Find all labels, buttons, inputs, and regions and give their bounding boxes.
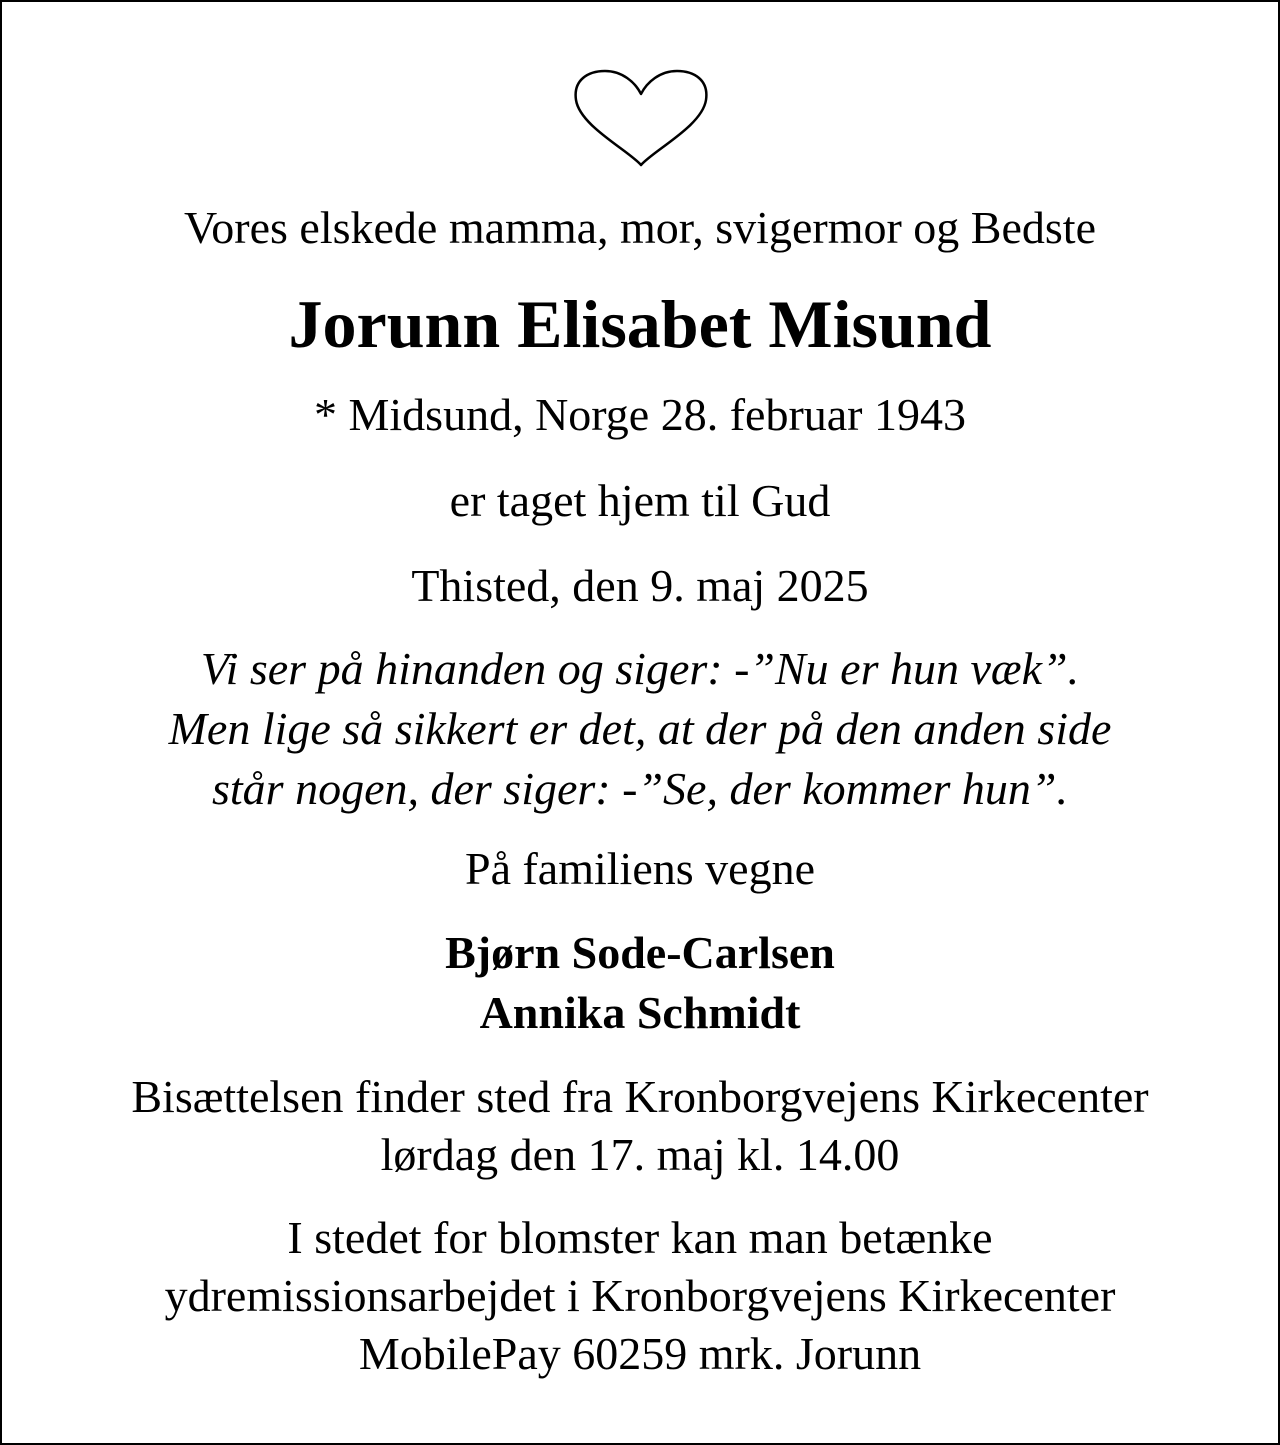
place-date: Thisted, den 9. maj 2025 bbox=[411, 560, 869, 611]
verse-line: Vi ser på hinanden og siger: -”Nu er hun væk”. bbox=[200, 643, 1080, 694]
signer-name: Annika Schmidt bbox=[479, 987, 801, 1038]
funeral-info: lørdag den 17. maj kl. 14.00 bbox=[380, 1129, 900, 1180]
deceased-name: Jorunn Elisabet Misund bbox=[288, 286, 992, 362]
funeral-info: Bisættelsen finder sted fra Kronborgvejens Kirkecenter bbox=[131, 1071, 1149, 1122]
heart-icon bbox=[572, 68, 710, 168]
signer-name: Bjørn Sode-Carlsen bbox=[445, 927, 835, 978]
passed-text: er taget hjem til Gud bbox=[449, 475, 831, 526]
birth-info: * Midsund, Norge 28. februar 1943 bbox=[314, 389, 966, 440]
donation-info: ydremissionsarbejdet i Kronborgvejens Kirkecenter bbox=[164, 1270, 1116, 1321]
on-behalf-text: På familiens vegne bbox=[464, 843, 815, 894]
intro-text: Vores elskede mamma, mor, svigermor og Bedste bbox=[183, 202, 1096, 253]
donation-info: MobilePay 60259 mrk. Jorunn bbox=[358, 1328, 922, 1379]
verse-line: står nogen, der siger: -”Se, der kommer hun”. bbox=[211, 763, 1069, 814]
verse-line: Men lige så sikkert er det, at der på den anden side bbox=[168, 703, 1112, 754]
donation-info: I stedet for blomster kan man betænke bbox=[287, 1212, 993, 1263]
